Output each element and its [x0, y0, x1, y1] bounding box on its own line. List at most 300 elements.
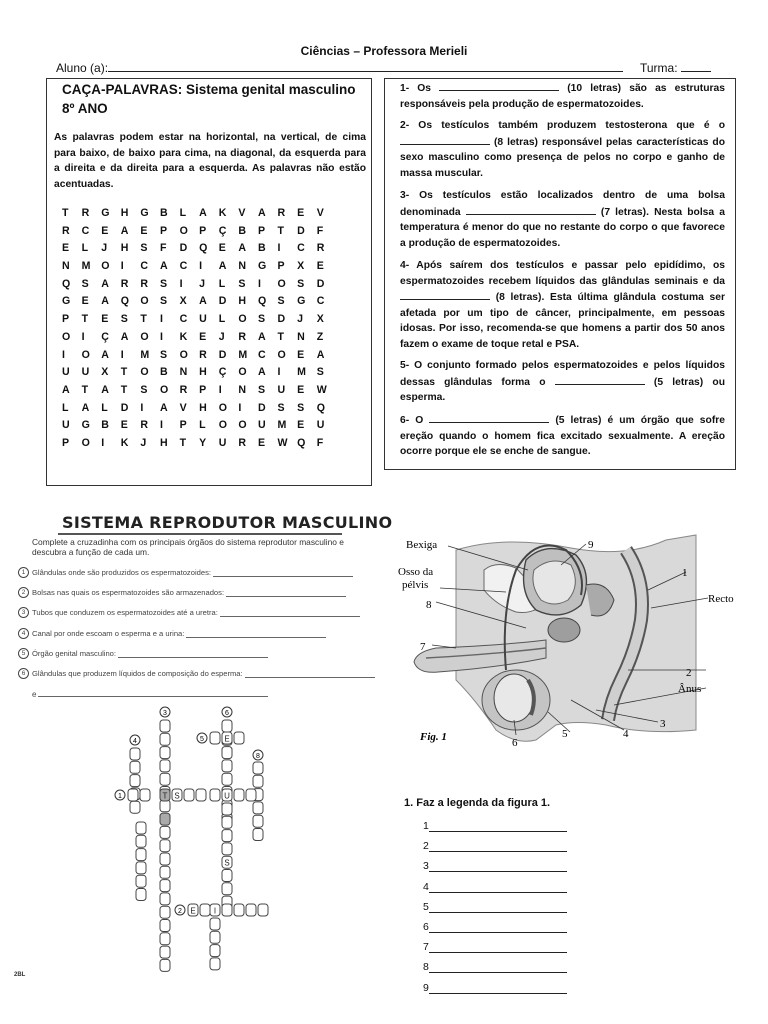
crossword-cell[interactable]	[234, 732, 244, 744]
wordsearch-letter[interactable]: C	[316, 295, 325, 308]
wordsearch-letter[interactable]: G	[101, 207, 110, 219]
wordsearch-letter[interactable]: Z	[316, 330, 324, 343]
wordsearch-letter[interactable]: A	[81, 401, 90, 414]
crossword-cell[interactable]	[136, 889, 146, 901]
wordsearch-letter[interactable]: W	[277, 436, 288, 449]
wordsearch-letter[interactable]: D	[120, 401, 129, 414]
wordsearch-letter[interactable]: S	[277, 295, 285, 308]
wordsearch-letter[interactable]: C	[179, 313, 188, 326]
wordsearch-letter[interactable]: Q	[62, 277, 71, 290]
wordsearch-letter[interactable]: O	[140, 330, 149, 343]
wordsearch-letter[interactable]: S	[120, 313, 128, 326]
wordsearch-letter[interactable]: I	[277, 366, 281, 379]
wordsearch-letter[interactable]: A	[159, 260, 168, 273]
clue-number: 3	[18, 607, 29, 618]
crossword-cell[interactable]	[234, 904, 244, 916]
wordsearch-letter[interactable]: L	[218, 277, 226, 290]
wordsearch-letter[interactable]: M	[297, 366, 306, 379]
wordsearch-letter[interactable]: Q	[199, 242, 208, 255]
wordsearch-letter[interactable]: I	[140, 401, 144, 414]
crossword-number: 2	[178, 908, 182, 915]
wordsearch-letter[interactable]: H	[159, 436, 168, 449]
wordsearch-letter[interactable]: I	[62, 348, 65, 361]
wordsearch-letter[interactable]: C	[81, 224, 90, 237]
wordsearch-letter[interactable]: E	[297, 419, 305, 432]
crossword-cell[interactable]	[222, 904, 232, 916]
wordsearch-row	[62, 366, 336, 384]
wordsearch-letter[interactable]: U	[277, 383, 286, 396]
wordsearch-letter[interactable]: S	[297, 401, 305, 414]
legend-answer-field[interactable]	[429, 861, 567, 872]
crossword-cell[interactable]	[130, 801, 140, 813]
wordsearch-letter[interactable]: R	[277, 207, 286, 219]
wordsearch-letter[interactable]: E	[120, 419, 128, 432]
wordsearch-letter[interactable]: B	[238, 224, 246, 237]
crossword-cell[interactable]	[160, 866, 170, 878]
wordsearch-letter[interactable]: H	[120, 242, 129, 255]
wordsearch-letter[interactable]: N	[62, 260, 70, 273]
crossword-cell[interactable]	[184, 789, 194, 801]
wordsearch-letter[interactable]: T	[81, 383, 89, 396]
wordsearch-letter[interactable]: A	[159, 401, 168, 414]
wordsearch-letter[interactable]: R	[199, 348, 207, 361]
wordsearch-letter[interactable]: S	[277, 401, 285, 414]
wordsearch-letter[interactable]: H	[199, 401, 207, 414]
crossword-cell[interactable]	[160, 920, 170, 932]
wordsearch-letter[interactable]: M	[81, 260, 91, 273]
crossword-cell[interactable]	[160, 959, 170, 971]
crossword-grid[interactable]	[100, 700, 280, 990]
crossword-cell[interactable]	[253, 775, 263, 787]
wordsearch-letter[interactable]: O	[277, 277, 286, 290]
wordsearch-letter[interactable]: O	[62, 330, 71, 343]
fig-label-bexiga: Bexiga	[406, 539, 438, 551]
wordsearch-letter[interactable]: I	[81, 330, 85, 343]
wordsearch-letter[interactable]: U	[81, 366, 90, 379]
wordsearch-letter[interactable]: U	[218, 436, 227, 449]
wordsearch-letter[interactable]: N	[238, 260, 246, 273]
legend-answer-field[interactable]	[429, 962, 567, 973]
legend-row-5	[423, 901, 567, 913]
wordsearch-letter[interactable]: C	[179, 260, 188, 273]
crossword-cell[interactable]	[130, 775, 140, 787]
wordsearch-letter[interactable]: N	[238, 383, 246, 396]
crossword-cell[interactable]	[160, 747, 170, 759]
wordsearch-letter[interactable]: O	[218, 401, 227, 414]
wordsearch-letter[interactable]: J	[297, 313, 304, 326]
crossword-cell[interactable]	[210, 732, 220, 744]
wordsearch-letter[interactable]: J	[101, 242, 108, 255]
wordsearch-letter[interactable]: A	[101, 277, 109, 290]
wordsearch-letter[interactable]: R	[81, 207, 90, 219]
crossword-cell[interactable]	[160, 893, 170, 905]
legend-answer-field[interactable]	[429, 882, 567, 893]
wordsearch-letter[interactable]: F	[159, 242, 167, 255]
crossword-cell[interactable]	[136, 862, 146, 874]
wordsearch-letter[interactable]: P	[199, 224, 207, 237]
wordsearch-letter[interactable]: B	[159, 366, 168, 379]
crossword-cell[interactable]	[258, 904, 268, 916]
wordsearch-letter[interactable]: T	[81, 313, 89, 326]
wordsearch-letter[interactable]: E	[297, 348, 305, 361]
wordsearch-letter[interactable]: I	[257, 277, 261, 290]
wordsearch-letter[interactable]: Y	[199, 436, 207, 449]
clue-answer-field[interactable]	[245, 669, 375, 678]
wordsearch-letter[interactable]: D	[218, 295, 227, 308]
wordsearch-letter[interactable]: O	[238, 366, 247, 379]
wordsearch-letter[interactable]: R	[238, 330, 246, 343]
wordsearch-letter[interactable]: E	[218, 242, 226, 255]
wordsearch-letter[interactable]: U	[62, 366, 70, 379]
wordsearch-letter[interactable]: L	[62, 401, 69, 414]
wordsearch-letter[interactable]: P	[179, 419, 187, 432]
wordsearch-letter[interactable]: O	[277, 348, 286, 361]
wordsearch-letter[interactable]: E	[316, 260, 324, 273]
crossword-cell[interactable]	[136, 875, 146, 887]
wordsearch-letter[interactable]: X	[101, 366, 109, 379]
wordsearch-letter[interactable]: E	[62, 242, 70, 255]
wordsearch-letter[interactable]: L	[218, 313, 226, 326]
crossword-cell[interactable]	[200, 904, 210, 916]
wordsearch-letter[interactable]: B	[159, 207, 168, 219]
wordsearch-letter[interactable]: O	[218, 419, 227, 432]
wordsearch-letter[interactable]: T	[120, 366, 128, 379]
crossword-cell[interactable]	[222, 843, 232, 855]
legend-answer-field[interactable]	[429, 841, 567, 852]
wordsearch-letter[interactable]: O	[101, 260, 110, 273]
class-row	[640, 61, 711, 75]
crossword-cell[interactable]	[160, 946, 170, 958]
clue-answer-field[interactable]	[213, 568, 353, 577]
crossword-cell[interactable]	[222, 830, 232, 842]
crossword-cell[interactable]	[210, 918, 220, 930]
clue-answer-field[interactable]	[226, 588, 346, 597]
wordsearch-letter[interactable]: D	[277, 313, 286, 326]
wordsearch-letter[interactable]: Q	[316, 401, 325, 414]
wordsearch-letter[interactable]: A	[120, 330, 129, 343]
wordsearch-letter[interactable]: M	[140, 348, 150, 361]
answer-field-1[interactable]	[439, 80, 559, 91]
wordsearch-letter[interactable]: E	[81, 295, 89, 308]
footer-mark: 2BL	[14, 972, 26, 978]
crossword-cell[interactable]	[160, 853, 170, 865]
wordsearch-letter[interactable]: I	[159, 330, 163, 343]
legend-answer-field[interactable]	[429, 942, 567, 953]
wordsearch-letter[interactable]: C	[257, 348, 266, 361]
wordsearch-letter[interactable]: H	[238, 295, 246, 308]
crossword-extra-line: e	[32, 688, 268, 699]
wordsearch-letter[interactable]: L	[179, 207, 187, 219]
crossword-cell[interactable]	[210, 789, 220, 801]
wordsearch-letter[interactable]: S	[140, 383, 148, 396]
legend-number: 9	[423, 981, 429, 994]
crossword-cell[interactable]	[253, 829, 263, 841]
wordsearch-letter[interactable]: J	[199, 277, 206, 290]
legend-number: 6	[423, 921, 429, 933]
wordsearch-letter[interactable]: P	[277, 260, 285, 273]
wordsearch-letter[interactable]: D	[218, 348, 227, 361]
wordsearch-letter[interactable]: A	[218, 260, 227, 273]
wordsearch-letter[interactable]: V	[179, 401, 187, 414]
wordsearch-letter[interactable]: S	[257, 383, 266, 396]
wordsearch-letter[interactable]: E	[297, 207, 305, 219]
wordsearch-letter[interactable]: L	[81, 242, 89, 255]
wordsearch-letter[interactable]: X	[179, 295, 187, 308]
wordsearch-letter[interactable]: K	[120, 436, 129, 449]
wordsearch-letter[interactable]: I	[159, 419, 163, 432]
legend-row-4	[423, 881, 567, 893]
wordsearch-letter[interactable]: I	[159, 313, 163, 326]
wordsearch-letter[interactable]: I	[120, 348, 124, 361]
wordsearch-letter[interactable]: G	[257, 260, 267, 273]
wordsearch-letter[interactable]: R	[238, 436, 246, 449]
answer-field-5[interactable]	[555, 374, 645, 385]
crossword-cell[interactable]	[234, 789, 244, 801]
wordsearch-letter[interactable]: A	[257, 366, 266, 379]
wordsearch-letter[interactable]: R	[62, 224, 70, 237]
crossword-cell[interactable]	[160, 880, 170, 892]
wordsearch-letter[interactable]: O	[140, 295, 149, 308]
wordsearch-letter[interactable]: T	[179, 436, 187, 449]
wordsearch-letter[interactable]: U	[257, 419, 266, 432]
wordsearch-letter[interactable]: A	[101, 295, 109, 308]
crossword-cell[interactable]	[136, 849, 146, 861]
wordsearch-letter[interactable]: P	[62, 313, 70, 326]
student-name-row	[56, 61, 623, 75]
wordsearch-letter[interactable]: O	[238, 419, 247, 432]
wordsearch-letter[interactable]: I	[218, 383, 222, 396]
wordsearch-letter[interactable]: S	[81, 277, 89, 290]
wordsearch-letter[interactable]: A	[101, 383, 109, 396]
crossword-cell[interactable]	[253, 815, 263, 827]
crossword-cell[interactable]	[210, 945, 220, 957]
legend-answer-field[interactable]	[429, 821, 567, 832]
wordsearch-letter[interactable]: G	[297, 295, 306, 308]
wordsearch-letter[interactable]: G	[62, 295, 71, 308]
wordsearch-letter[interactable]: S	[238, 277, 246, 290]
crossword-cell[interactable]	[246, 789, 256, 801]
wordsearch-letter[interactable]: V	[238, 207, 246, 219]
wordsearch-letter[interactable]: Q	[257, 295, 267, 308]
wordsearch-letter[interactable]: K	[179, 330, 188, 343]
wordsearch-letter[interactable]: O	[179, 348, 188, 361]
wordsearch-letter[interactable]: W	[316, 383, 327, 396]
crossword-cell[interactable]	[140, 789, 150, 801]
wordsearch-letter[interactable]: I	[277, 242, 281, 255]
crossword-cell[interactable]	[222, 816, 232, 828]
wordsearch-letter[interactable]: U	[199, 313, 207, 326]
wordsearch-letter[interactable]: P	[159, 224, 168, 237]
wordsearch-letter[interactable]: T	[120, 383, 128, 396]
wordsearch-letter[interactable]: T	[277, 330, 285, 343]
wordsearch-letter[interactable]: P	[62, 436, 70, 449]
crossword-cell[interactable]	[160, 826, 170, 838]
wordsearch-letter[interactable]: R	[316, 242, 325, 255]
answer-field-3[interactable]	[466, 204, 596, 215]
class-field[interactable]	[681, 71, 711, 72]
wordsearch-row	[62, 402, 336, 420]
answer-field-4[interactable]	[400, 289, 490, 300]
student-name-field[interactable]	[108, 71, 623, 72]
crossword-cell[interactable]	[222, 720, 232, 732]
crossword-cell[interactable]	[128, 789, 138, 801]
crossword-cell[interactable]	[222, 803, 232, 815]
wordsearch-letter[interactable]: O	[140, 366, 149, 379]
crossword-cell[interactable]	[253, 762, 263, 774]
wordsearch-letter[interactable]: C	[140, 260, 149, 273]
wordsearch-letter[interactable]: O	[159, 383, 169, 396]
wordsearch-letter[interactable]: P	[199, 383, 207, 396]
crossword-cell[interactable]	[222, 747, 232, 759]
wordsearch-letter[interactable]: D	[316, 277, 325, 290]
wordsearch-letter[interactable]: G	[140, 207, 149, 219]
wordsearch-letter[interactable]: P	[257, 224, 266, 237]
crossword-cell[interactable]	[222, 870, 232, 882]
wordsearch-letter[interactable]: L	[199, 419, 206, 432]
wordsearch-letter[interactable]: B	[101, 419, 109, 432]
wordsearch-letter[interactable]: S	[257, 313, 266, 326]
crossword-cell[interactable]	[160, 800, 170, 812]
crossword-cell[interactable]	[246, 904, 256, 916]
wordsearch-letter[interactable]: H	[120, 207, 129, 219]
wordsearch-letter[interactable]: M	[238, 348, 248, 361]
wordsearch-letter[interactable]: R	[140, 419, 149, 432]
wordsearch-letter[interactable]: M	[277, 419, 287, 432]
clue-answer-field[interactable]	[220, 608, 360, 617]
wordsearch-letter[interactable]: A	[199, 207, 207, 219]
crossword-cell[interactable]	[160, 720, 170, 732]
wordsearch-letter[interactable]: E	[199, 330, 207, 343]
wordsearch-letter[interactable]: E	[101, 224, 109, 237]
wordsearch-letter[interactable]: S	[316, 366, 324, 379]
crossword-cell[interactable]	[253, 802, 263, 814]
wordsearch-letter[interactable]: O	[81, 348, 90, 361]
wordsearch-letter[interactable]: O	[81, 436, 90, 449]
crossword-cell[interactable]	[222, 760, 232, 772]
crossword-cell[interactable]	[160, 813, 170, 825]
wordsearch-letter[interactable]: I	[101, 436, 105, 449]
wordsearch-letter[interactable]: K	[218, 207, 227, 219]
wordsearch-letter[interactable]: U	[316, 419, 325, 432]
answer-field-2[interactable]	[400, 134, 490, 145]
wordsearch-letter[interactable]: A	[199, 295, 207, 308]
crossword-cell[interactable]	[210, 958, 220, 970]
wordsearch-letter[interactable]: A	[62, 383, 70, 396]
wordsearch-letter[interactable]: A	[120, 224, 129, 237]
wordsearch-letter[interactable]: Q	[297, 436, 306, 449]
wordsearch-letter[interactable]: A	[101, 348, 109, 361]
wordsearch-letter[interactable]: E	[297, 383, 305, 396]
wordsearch-letter[interactable]: S	[159, 295, 168, 308]
crossword-cell[interactable]	[196, 789, 206, 801]
legend-answer-field[interactable]	[429, 983, 567, 994]
wordsearch-grid[interactable]	[62, 207, 336, 455]
crossword-cell[interactable]	[222, 883, 232, 895]
wordsearch-letter[interactable]: S	[297, 277, 305, 290]
wordsearch-letter[interactable]: X	[297, 260, 305, 273]
wordsearch-letter[interactable]: I	[199, 260, 203, 273]
wordsearch-letter[interactable]: Q	[120, 295, 130, 308]
crossword-cell[interactable]	[130, 748, 140, 760]
wordsearch-letter[interactable]: F	[316, 436, 324, 449]
wordsearch-letter[interactable]: H	[199, 366, 207, 379]
crossword-cell[interactable]	[210, 931, 220, 943]
legend-answer-field[interactable]	[429, 902, 567, 913]
wordsearch-letter[interactable]: L	[101, 401, 108, 414]
wordsearch-letter[interactable]: J	[140, 436, 147, 449]
wordsearch-letter[interactable]: D	[179, 242, 188, 255]
wordsearch-letter[interactable]: E	[101, 313, 109, 326]
wordsearch-letter[interactable]: D	[297, 224, 305, 237]
wordsearch-letter[interactable]: B	[257, 242, 266, 255]
crossword-extra-answer-field[interactable]	[38, 688, 268, 697]
wordsearch-letter[interactable]: T	[140, 313, 147, 326]
wordsearch-letter[interactable]: U	[62, 419, 70, 432]
wordsearch-letter[interactable]: S	[159, 277, 168, 290]
wordsearch-letter[interactable]: X	[316, 313, 324, 326]
wordsearch-letter[interactable]: S	[140, 242, 148, 255]
wordsearch-letter[interactable]: A	[316, 348, 325, 361]
wordsearch-letter[interactable]: Ç	[218, 224, 227, 237]
wordsearch-letter[interactable]: A	[238, 242, 246, 255]
crossword-cell[interactable]	[136, 835, 146, 847]
crossword-cell[interactable]	[136, 822, 146, 834]
wordsearch-letter[interactable]: D	[257, 401, 266, 414]
wordsearch-letter[interactable]: A	[257, 330, 266, 343]
crossword-cell[interactable]	[160, 840, 170, 852]
legend-answer-field[interactable]	[429, 922, 567, 933]
wordsearch-letter[interactable]: E	[140, 224, 148, 237]
wordsearch-letter[interactable]: T	[62, 207, 69, 219]
wordsearch-letter[interactable]: O	[238, 313, 247, 326]
wordsearch-letter[interactable]: F	[316, 224, 324, 237]
answer-field-6[interactable]	[429, 412, 549, 423]
wordsearch-letter[interactable]: Ç	[101, 330, 109, 343]
crossword-cell[interactable]	[160, 773, 170, 785]
crossword-cell[interactable]	[160, 733, 170, 745]
wordsearch-letter[interactable]: R	[120, 277, 129, 290]
wordsearch-letter[interactable]: S	[159, 348, 168, 361]
question-5: 5- O conjunto formado pelos espermatozoides e pelos líquidos dessas glândulas forma o (5 letras) ou esperma.	[400, 360, 725, 403]
wordsearch-letter[interactable]: G	[81, 419, 90, 432]
wordsearch-letter[interactable]: N	[297, 330, 305, 343]
crossword-number: 4	[133, 738, 137, 745]
crossword-cell[interactable]	[160, 906, 170, 918]
clue-answer-field[interactable]	[118, 649, 268, 658]
wordsearch-letter[interactable]: R	[179, 383, 188, 396]
crossword-cell[interactable]	[160, 933, 170, 945]
wordsearch-letter[interactable]: O	[179, 224, 188, 237]
legend-number: 8	[423, 961, 429, 974]
wordsearch-letter[interactable]: I	[120, 260, 124, 273]
wordsearch-letter[interactable]: T	[277, 224, 285, 237]
wordsearch-letter[interactable]: I	[179, 277, 183, 290]
wordsearch-letter[interactable]: E	[257, 436, 266, 449]
wordsearch-letter[interactable]: J	[218, 330, 225, 343]
wordsearch-letter[interactable]: R	[140, 277, 149, 290]
clue-answer-field[interactable]	[186, 629, 326, 638]
wordsearch-letter[interactable]: I	[238, 401, 242, 414]
clue-text: Glândulas que produzem líquidos de composição do esperma:	[32, 669, 243, 678]
wordsearch-letter[interactable]: V	[316, 207, 324, 219]
crossword-cell[interactable]	[130, 761, 140, 773]
wordsearch-letter[interactable]: A	[257, 207, 266, 219]
wordsearch-letter[interactable]: N	[179, 366, 188, 379]
wordsearch-letter[interactable]: Ç	[218, 366, 227, 379]
crossword-cell[interactable]	[160, 760, 170, 772]
crossword-cell[interactable]	[222, 773, 232, 785]
wordsearch-letter[interactable]: C	[297, 242, 305, 255]
